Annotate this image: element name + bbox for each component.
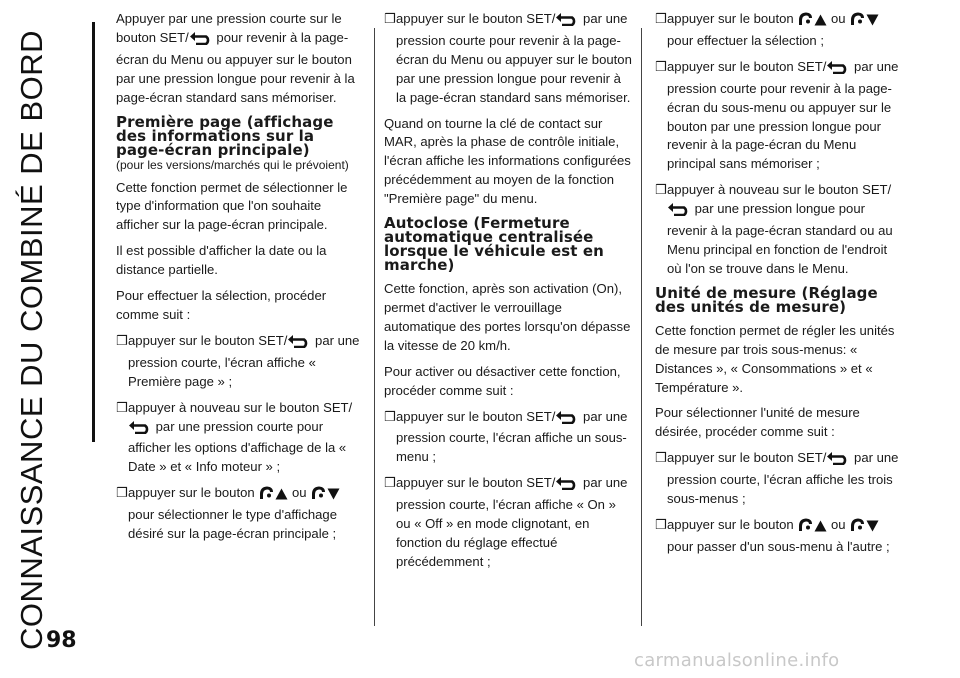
column-divider <box>641 28 642 626</box>
column-divider <box>374 28 375 626</box>
paragraph: Cette fonction permet de sélectionner le type d'information que l'on souhaite afficher sur la page-écran principale. <box>116 179 348 233</box>
checkbox-bullet-icon: ❒ <box>655 182 667 198</box>
paragraph: Cette fonction, après son activation (On), permet d'activer le verrouillage automatique des portes lorsqu'on dépasse la vitesse de 20 km/h. <box>384 281 631 353</box>
section-heading: Autoclose (Fermeture automatique centralisée lorsque le véhicule est en marche) <box>384 214 604 275</box>
list-item: ❒ appuyer sur le bouton SET/ par une pression courte, l'écran affiche « On » ou « Off » en mode clignotant, en fonction du réglage effectué précédemment ; <box>384 475 628 569</box>
knob-icon <box>797 11 814 32</box>
knob-icon <box>258 485 275 506</box>
sidebar-chapter-title: CONNAISSANCE DU COMBINÉ DE BORD <box>14 29 49 651</box>
paragraph: Pour sélectionner l'unité de mesure désirée, procéder comme suit : <box>655 405 860 440</box>
sidebar-rule <box>92 22 95 442</box>
back-arrow-icon <box>667 202 691 222</box>
down-arrow-icon <box>866 13 879 32</box>
knob-icon <box>310 485 327 506</box>
checkbox-bullet-icon: ❒ <box>655 11 667 26</box>
checkbox-bullet-icon: ❒ <box>655 58 667 74</box>
back-arrow-icon <box>826 451 850 471</box>
list-item: ❒ appuyer sur le bouton SET/ par une pression courte, l'écran affiche « Première page » ; <box>116 332 360 389</box>
paragraph: Cette fonction permet de régler les unités de mesure par trois sous-menus: « Distances », « Consommations » et « Température ». <box>655 322 895 395</box>
column-2 <box>384 10 634 579</box>
back-arrow-icon <box>128 420 152 440</box>
knob-icon <box>797 517 814 538</box>
list-item: ❒ appuyer à nouveau sur le bouton SET/ par une pression longue pour revenir à la page-écran standard ou au Menu principal en fonction de l'endroit où l'on se trouve dans le Menu. <box>655 182 893 276</box>
checkbox-bullet-icon: ❒ <box>655 450 667 466</box>
checkbox-bullet-icon: ❒ <box>384 11 396 26</box>
watermark: carmanualsonline.info <box>634 650 840 671</box>
paragraph: Pour activer ou désactiver cette fonction, procéder comme suit : <box>384 363 621 398</box>
back-arrow-icon <box>287 334 311 354</box>
list-item: ❒ appuyer sur le bouton SET/ par une pression courte pour revenir à la page-écran du sous-menu ou appuyer sur le bouton par une pression longue pour revenir à la page-écran du Menu principal sans mémoriser ; <box>655 58 899 172</box>
knob-icon <box>849 517 866 538</box>
list-item: ❒ appuyer sur le bouton ou pour sélectionner le type d'affichage désiré sur la page-écran principale ; <box>116 484 366 544</box>
checkbox-bullet-icon: ❒ <box>116 485 128 501</box>
up-arrow-icon <box>275 487 288 506</box>
up-arrow-icon <box>814 13 827 32</box>
checkbox-bullet-icon: ❒ <box>116 399 128 415</box>
page-number: 98 <box>46 628 77 653</box>
back-arrow-icon <box>826 60 850 80</box>
column-1 <box>116 10 366 551</box>
list-item: ❒ appuyer sur le bouton ou pour passer d'un sous-menu à l'autre ; <box>655 516 890 554</box>
list-item: ❒ appuyer sur le bouton SET/ par une pression courte pour revenir à la page-écran du Menu ou appuyer sur le bouton par une pression longue pour revenir à la page-écran standard sans mémoriser. <box>384 11 632 105</box>
down-arrow-icon <box>866 519 879 538</box>
back-arrow-icon <box>555 476 579 496</box>
section-heading: Première page (affichage des informations sur la page-écran principale) <box>116 112 334 159</box>
down-arrow-icon <box>327 487 340 506</box>
paragraph: Appuyer par une pression courte sur le bouton SET/ pour revenir à la page-écran du Menu ou appuyer sur le bouton par une pression longue pour revenir à la page-écran standard sans mémoriser. <box>116 11 355 105</box>
up-arrow-icon <box>814 519 827 538</box>
list-item: ❒ appuyer à nouveau sur le bouton SET/ par une pression courte pour afficher les options d'affichage de la « Date » et « Info moteur » ; <box>116 399 353 475</box>
column-3 <box>655 10 905 564</box>
list-item: ❒ appuyer sur le bouton SET/ par une pression courte, l'écran affiche un sous-menu ; <box>384 408 628 465</box>
section-subheading: (pour les versions/marchés qui le prévoient) <box>116 157 349 172</box>
checkbox-bullet-icon: ❒ <box>384 408 396 424</box>
list-item: ❒ appuyer sur le bouton SET/ par une pression courte, l'écran affiche les trois sous-menus ; <box>655 450 899 507</box>
checkbox-bullet-icon: ❒ <box>116 332 128 348</box>
paragraph: Quand on tourne la clé de contact sur MAR, après la phase de contrôle initiale, l'écran affiche les informations configurées précédemment au moyen de la fonction "Première page" du menu. <box>384 115 631 207</box>
paragraph: Pour effectuer la sélection, procéder comme suit : <box>116 288 327 322</box>
back-arrow-icon <box>189 31 213 51</box>
back-arrow-icon <box>555 410 579 430</box>
paragraph: Il est possible d'afficher la date ou la distance partielle. <box>116 243 327 278</box>
list-item: ❒ appuyer sur le bouton ou pour effectuer la sélection ; <box>655 10 905 51</box>
section-heading: Unité de mesure (Réglage des unités de mesure) <box>655 283 878 316</box>
checkbox-bullet-icon: ❒ <box>384 475 396 491</box>
back-arrow-icon <box>555 12 579 32</box>
checkbox-bullet-icon: ❒ <box>655 516 667 532</box>
knob-icon <box>849 11 866 32</box>
